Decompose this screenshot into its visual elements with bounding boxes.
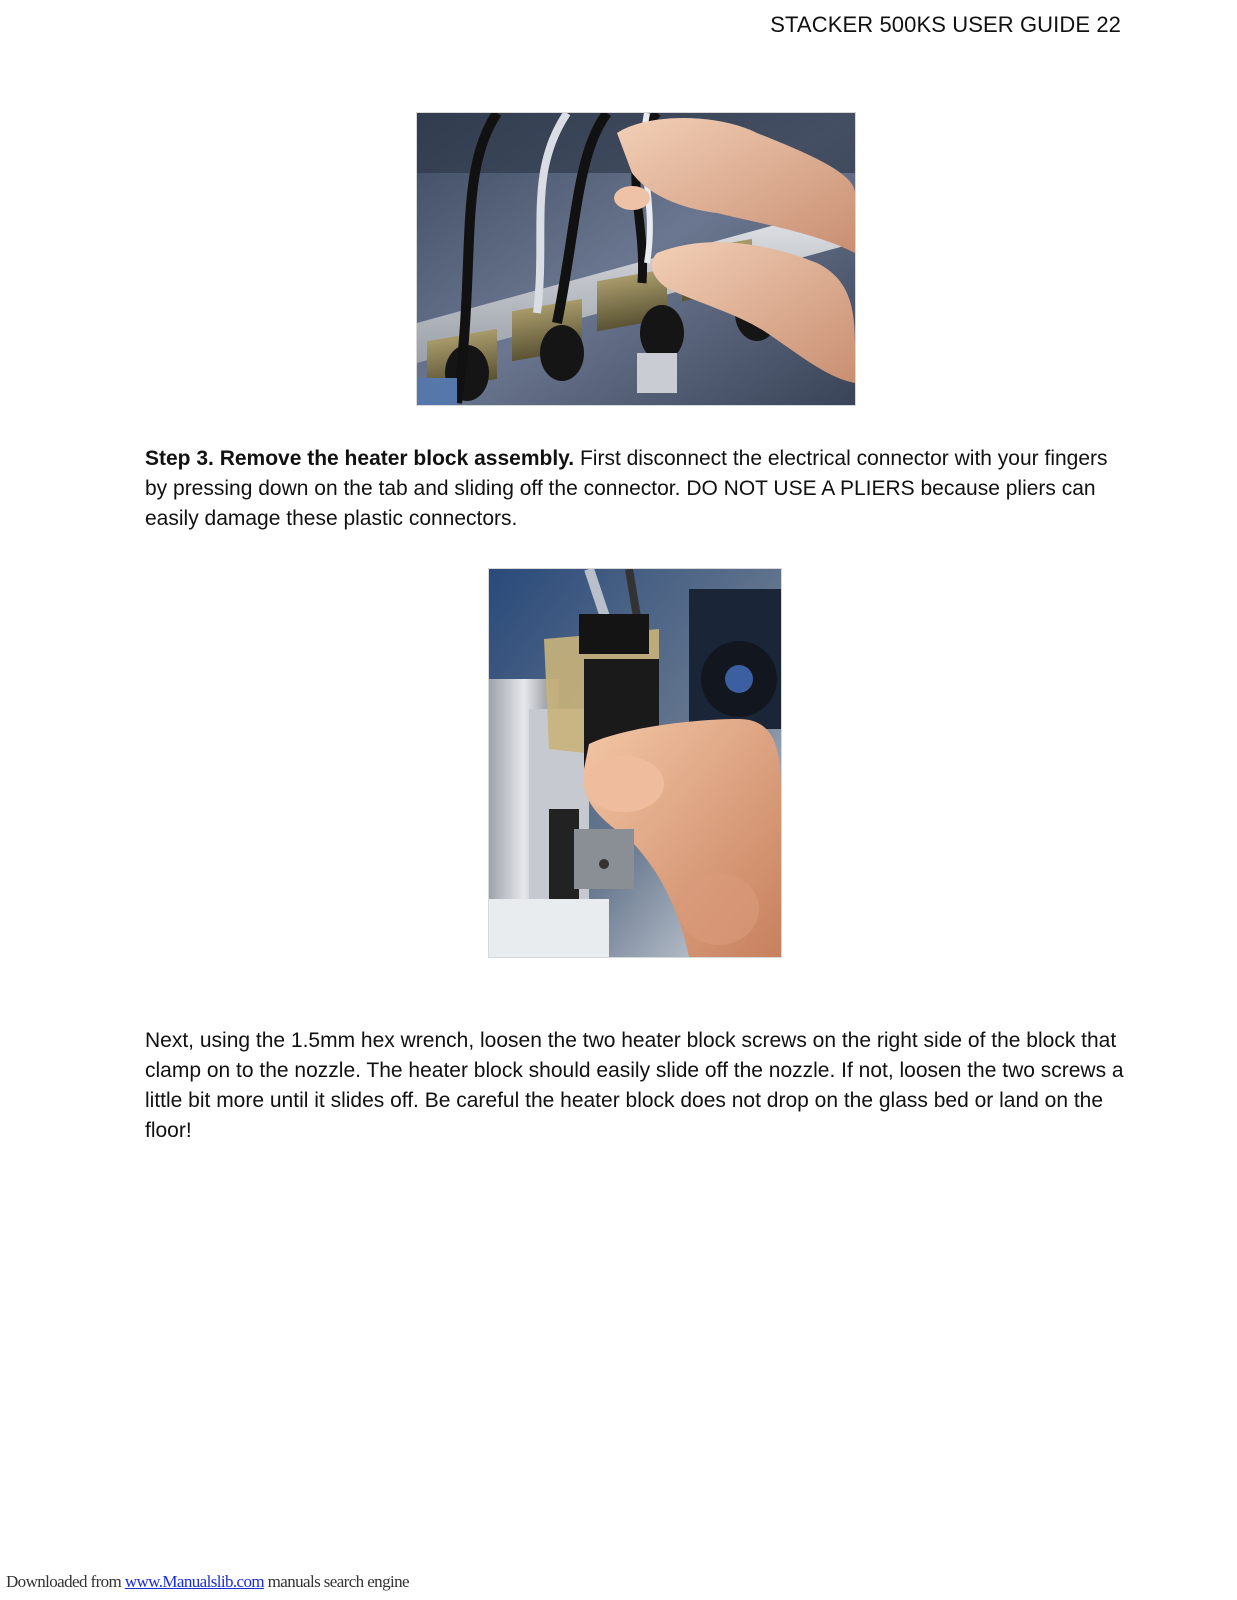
- next-paragraph: Next, using the 1.5mm hex wrench, loosen the two heater block screws on the right side of the block that clamp on to the nozzle. The heater block should easily slide off the nozzle. If not, loosen the two screws a little bit more until it slides off. Be careful the heater block does not drop on the glass bed or land on the floor!: [145, 1029, 1124, 1142]
- step3-heading: Step 3. Remove the heater block assembly.: [145, 447, 575, 470]
- extruder-photo-illustration: [417, 113, 855, 405]
- footer: [6, 1572, 409, 1592]
- connector-photo-illustration: [489, 569, 781, 957]
- extruder-photo: [416, 112, 856, 406]
- step3-body: First disconnect the electrical connector with your fingers by pressing down on the tab and sliding off the connector. DO NOT USE A PLIERS because pliers can easily damage these plastic connectors.: [145, 447, 1108, 530]
- connector-photo: [488, 568, 782, 958]
- footer-suffix: manuals search engine: [264, 1572, 409, 1591]
- step3-paragraph: [145, 444, 1135, 534]
- manualslib-link[interactable]: www.Manualslib.com: [124, 1572, 265, 1591]
- footer-prefix: Downloaded from: [6, 1572, 125, 1591]
- page-header: STACKER 500KS USER GUIDE 22: [770, 12, 1121, 37]
